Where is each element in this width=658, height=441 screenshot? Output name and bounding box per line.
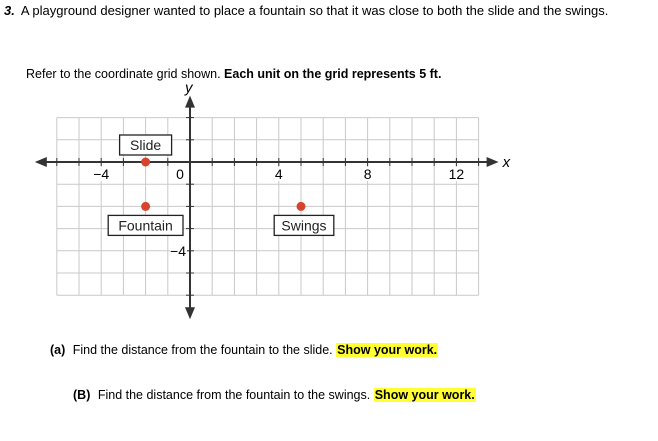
x-tick-label: 8 <box>363 166 372 182</box>
origin-label: 0 <box>176 166 184 182</box>
y-axis-label: y <box>185 79 193 97</box>
part-a-prompt <box>50 343 438 357</box>
x-tick-label: 12 <box>448 166 465 182</box>
point-label-swings: Swings <box>281 217 327 234</box>
part-b-prompt <box>73 388 476 402</box>
y-tick-label: −4 <box>170 242 186 259</box>
point-label-fountain: Fountain <box>118 217 173 234</box>
scale-note: Each unit on the grid represents 5 ft. <box>224 67 442 81</box>
y-axis-arrow-bottom <box>185 307 195 319</box>
x-tick-label: −4 <box>93 166 110 182</box>
point-label-slide: Slide <box>130 137 162 153</box>
refer-text: Refer to the coordinate grid shown. <box>26 67 221 81</box>
x-axis-label: x <box>502 154 511 171</box>
y-axis-arrow-top <box>185 96 195 108</box>
part-b-label: (B) <box>73 388 91 402</box>
x-tick-label: 4 <box>274 166 283 182</box>
refer-instruction <box>26 67 441 81</box>
part-a-text: Find the distance from the fountain to the slide. <box>72 343 333 357</box>
question-text: A playground designer wanted to place a fountain so that it was close to both the slide and the swings. <box>20 3 609 18</box>
x-axis-arrow-left <box>35 157 47 167</box>
question-number: 3. <box>4 3 15 18</box>
part-a-highlight: Show your work. <box>337 343 438 357</box>
point-swings <box>297 202 306 211</box>
question-header <box>4 3 608 18</box>
point-slide <box>141 158 150 167</box>
point-fountain <box>141 202 150 211</box>
x-axis-arrow-right <box>487 157 499 167</box>
coordinate-grid <box>20 79 511 320</box>
part-a-label: (a) <box>50 343 66 357</box>
part-b-text: Find the distance from the fountain to the swings. <box>97 388 371 402</box>
part-b-highlight: Show your work. <box>374 388 475 402</box>
